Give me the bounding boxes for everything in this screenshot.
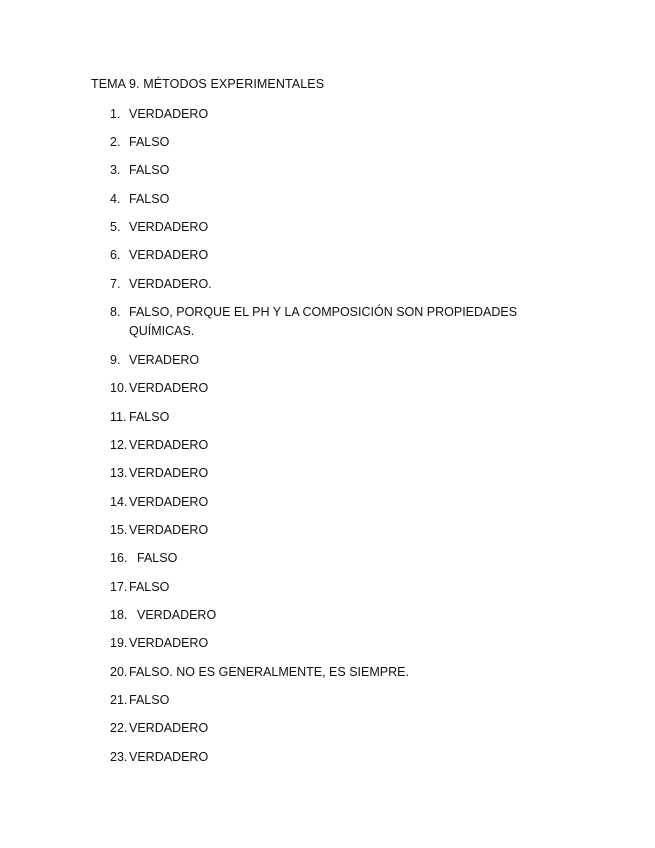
item-number: 21. [110,693,128,707]
item-number: 5. [110,220,121,234]
item-number: 14. [110,495,128,509]
item-number: 2. [110,135,121,149]
item-number: 22. [110,721,128,735]
item-text: VERDADERO [129,495,209,509]
item-text: VERDADERO [129,248,209,262]
item-number: 6. [110,248,121,262]
item-number: 20. [110,665,128,679]
item-text: VERDADERO [137,608,217,622]
item-number: 1. [110,107,121,121]
item-text: VERDADERO [129,466,209,480]
item-number: 12. [110,438,128,452]
item-number: 9. [110,353,121,367]
item-number: 13. [110,466,128,480]
item-number: 11. [110,410,127,424]
item-text: FALSO [129,192,170,206]
item-text: FALSO [129,163,170,177]
item-text: VERDADERO [129,220,209,234]
item-text: VERDADERO. [129,277,212,291]
item-number: 15. [110,523,128,537]
item-number: 7. [110,277,121,291]
item-number: 19. [110,636,128,650]
item-text: VERADERO [129,353,200,367]
item-number: 10. [110,381,128,395]
item-number: 16. [110,551,128,565]
item-number: 17. [110,580,128,594]
item-text: FALSO [137,551,178,565]
document-title: TEMA 9. MÉTODOS EXPERIMENTALES [91,77,325,91]
item-text: VERDADERO [129,438,209,452]
item-number: 3. [110,163,121,177]
item-text: VERDADERO [129,721,209,735]
item-number: 8. [110,305,121,319]
item-number: 23. [110,750,128,764]
item-text: FALSO [129,410,170,424]
item-text: FALSO [129,135,170,149]
item-text: FALSO [129,693,170,707]
item-number: 4. [110,192,121,206]
item-text: FALSO. NO ES GENERALMENTE, ES SIEMPRE. [129,665,409,679]
item-text: VERDADERO [129,636,209,650]
item-text: VERDADERO [129,381,209,395]
item-text: FALSO, PORQUE EL PH Y LA COMPOSICIÓN SON PROPIEDADES QUÍMICAS. [129,305,518,338]
item-text: VERDADERO [129,107,209,121]
item-text: VERDADERO [129,750,209,764]
item-number: 18. [110,608,128,622]
item-text: FALSO [129,580,170,594]
item-text: VERDADERO [129,523,209,537]
